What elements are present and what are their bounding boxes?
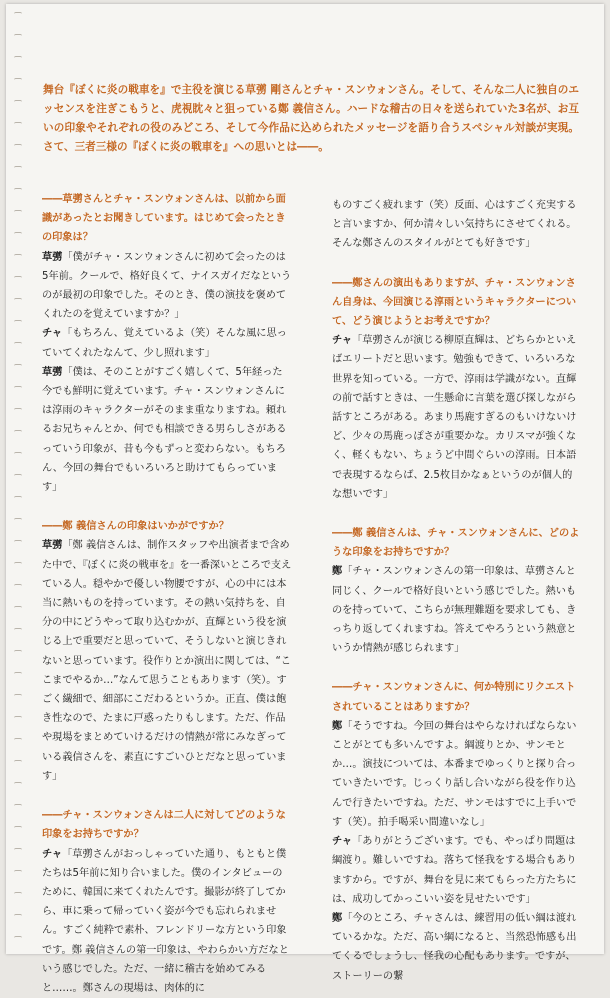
paragraph-gap	[332, 254, 582, 274]
spiral-ring	[14, 606, 22, 610]
interview-answer	[42, 845, 292, 998]
intro-lead: 舞台『ぼくに炎の戦車を』で主役を演じる草彅 剛さんとチャ・スンウォンさん。そして、そんな二人に独自のエッセンスを注ぎこもうと、虎視眈々と狙っている鄭 義信さん。ハードな稽古の日々を送られていた3名が、お互いの印象やそれぞれの役のみどころ、そして今作品に込められたメッセージを語り合うスペシャル対談が実現。さて、三者三様の『ぼくに炎の戦車を』への思いとは――。	[43, 81, 579, 157]
answer-text: 「今のところ、チャさんは、練習用の低い綱は渡れているかな。ただ、高い綱になると、当然恐怖感も出てくるでしょうし、怪我の心配もあります。ですが、ストーリーの繋	[332, 913, 577, 982]
speaker-name: チャ	[332, 335, 352, 346]
question-text: ――チャ・スンウォンさんに、何か特別にリクエストされていることはありますか？	[332, 682, 575, 712]
interview-question	[42, 190, 292, 248]
question-text: ――鄭 義信さんは、チャ・スンウォンさんに、どのような印象をお持ちですか？	[332, 528, 579, 558]
spiral-ring	[14, 188, 22, 192]
spiral-ring	[14, 650, 22, 654]
speaker-name: 草彅	[42, 367, 62, 378]
answer-text: 「チャ・スンウォンさんの第一印象は、草彅さんと同じく、クールで格好良いという感じでした。熱いものを持っていて、こちらが無理難題を要求しても、きっちり返してくれますね。答えてやろうという熱意というか情熱が感じられます」	[332, 566, 577, 654]
spiral-ring	[14, 892, 22, 896]
speaker-name: 鄭	[332, 566, 342, 577]
interview-answer	[332, 196, 582, 254]
spiral-ring	[14, 540, 22, 544]
interview-answer	[42, 363, 292, 497]
answer-text: 「もちろん、覚えているよ（笑）そんな風に思っていてくれたなんて、少し照れます」	[42, 328, 287, 358]
spiral-ring	[14, 848, 22, 852]
spiral-ring	[14, 936, 22, 940]
spiral-ring	[14, 584, 22, 588]
spiral-ring	[14, 782, 22, 786]
spiral-ring	[14, 276, 22, 280]
answer-text: 「草彅さんが演じる柳原直輝は、どちらかといえばエリートだと思います。勉強もできて、いろいろな世界を知っている。一方で、淳雨は学識がない。直輝の前で話すときは、一生懸命に言葉を選び探しながら話すところがある。あまり馬鹿すぎるのもいけないけど、少々の馬鹿っぽさが重要かな。カリスマが強くなく、軽くもない、ちょうど中間ぐらいの淳雨。日本語で表現するならば、2.5枚目かなぁというのが個人的な想いです」	[332, 335, 577, 500]
interview-answer	[42, 324, 292, 362]
spiral-ring	[14, 100, 22, 104]
spiral-ring	[14, 496, 22, 500]
spiral-ring	[14, 914, 22, 918]
interview-question	[332, 524, 582, 562]
answer-text: 「鄭 義信さんは、制作スタッフや出演者まで含めた中で、『ぼくに炎の戦車を』を一番深いところで支えている人。穏やかで優しい物腰ですが、心の中には本当に熱いものを持っています。その熱い気持ちを、自分の中にどうやって取り込むかが、直輝という役を演じる上で重要だと思っていて、そうしないと演じきれないと思っています。役作りとか演出に関しては、“ここまでやるか…”なんて思うこともあります（笑）。すごく繊細で、細部にこだわるというか。正直、僕は飽き性なので、たまに戸惑ったりもします。ただ、作品や現場をまとめていけるだけの情熱が常にみなぎっている義信さんを、素直にすごいひとだなと思っています」	[42, 540, 291, 781]
interview-question	[332, 678, 582, 716]
spiral-ring	[14, 166, 22, 170]
spiral-ring	[14, 34, 22, 38]
spiral-ring	[14, 210, 22, 214]
question-text: ――鄭 義信さんの印象はいかがですか？	[42, 521, 229, 532]
question-text: ――チャ・スンウォンさんは二人に対してどのような印象をお持ちですか？	[42, 810, 286, 840]
speaker-name: チャ	[42, 849, 62, 860]
spiral-ring	[14, 122, 22, 126]
spiral-ring	[14, 738, 22, 742]
magazine-page	[6, 4, 604, 954]
spiral-ring	[14, 144, 22, 148]
paragraph-gap	[332, 658, 582, 678]
spiral-ring	[14, 430, 22, 434]
paragraph-gap	[42, 497, 292, 517]
spiral-ring	[14, 298, 22, 302]
spiral-ring	[14, 452, 22, 456]
question-text: ――草彅さんとチャ・スンウォンさんは、以前から面識があったとお聞きしています。はじめて会ったときの印象は？	[42, 194, 286, 243]
spiral-ring	[14, 694, 22, 698]
answer-text: ものすごく疲れます（笑）反面、心はすごく充実すると言いますか、何か清々しい気持ちにさせてくれる。そんな鄭さんのスタイルがとても好きです」	[332, 200, 577, 249]
answer-text: 「僕は、そのことがすごく嬉しくて、5年経った今でも鮮明に覚えています。チャ・スンウォンさんには淳雨のキャラクターがそのまま重なりますね。頼れるお兄ちゃんとか、何でも相談できる男らしさがあるっていう印象が、昔も今もずっと変わらない。もちろん、今回の舞台でもいろいろと助けてもらっています」	[42, 367, 287, 493]
interview-question	[42, 806, 292, 844]
answer-text: 「草彅さんがおっしゃっていた通り、もともと僕たちは5年前に知り合いました。僕のインタビューのために、韓国に来てくれたんです。撮影が終了してから、車に乗って帰っていく姿が今でも忘れられません。すごく純粋で素朴、フレンドリーな方という印象です。鄭 義信さんの第一印象は、やわらかい方だなという感じでした。ただ、一緒に稽古を始めてみると……。鄭さんの現場は、肉体的に	[42, 849, 289, 994]
interview-question	[42, 517, 292, 536]
answer-text: 「そうですね。今回の舞台はやらなければならないことがとても多いんですよ。綱渡りとか、サンモとか…。演技については、本番までゆっくりと探り合っていきたいです。じっくり話し合いながら役を作り込んで行きたいですね。ただ、サンモはすでに上手いです（笑）。拍手喝采い間違いなし」	[332, 721, 577, 828]
spiral-ring	[14, 408, 22, 412]
interview-answer	[332, 562, 582, 658]
paragraph-gap	[42, 786, 292, 806]
paragraph-gap	[332, 504, 582, 524]
binding-spiral	[12, 4, 26, 954]
spiral-ring	[14, 320, 22, 324]
answer-text: 「ありがとうございます。でも、やっぱり問題は綱渡り。難しいですね。落ちて怪我をする場合もありますから。ですが、舞台を見に来てもらった方たちには、成功してかっこいい姿を見せたいです」	[332, 836, 577, 905]
left-column	[42, 190, 292, 998]
question-text: ――鄭さんの演出もありますが、チャ・スンウォンさん自身は、今回演じる淳雨というキャラクターについて、どう演じようとお考えですか？	[332, 278, 576, 327]
spiral-ring	[14, 628, 22, 632]
interview-answer	[332, 331, 582, 504]
spiral-ring	[14, 474, 22, 478]
spiral-ring	[14, 364, 22, 368]
spiral-ring	[14, 342, 22, 346]
interview-answer	[332, 909, 582, 986]
answer-text: 「僕がチャ・スンウォンさんに初めて会ったのは5年前。クールで、格好良くて、ナイスガイだなというのが最初の印象でした。そのとき、僕の演技を褒めてくれたのを覚えていますか？」	[42, 252, 291, 321]
spiral-ring	[14, 804, 22, 808]
speaker-name: チャ	[42, 328, 62, 339]
speaker-name: 鄭	[332, 913, 342, 924]
spiral-ring	[14, 826, 22, 830]
interview-answer	[42, 248, 292, 325]
spiral-ring	[14, 232, 22, 236]
spiral-ring	[14, 56, 22, 60]
spiral-ring	[14, 518, 22, 522]
interview-question	[332, 274, 582, 332]
spiral-ring	[14, 672, 22, 676]
right-column	[332, 196, 582, 986]
spiral-ring	[14, 562, 22, 566]
spiral-ring	[14, 254, 22, 258]
speaker-name: 鄭	[332, 721, 342, 732]
spiral-ring	[14, 12, 22, 16]
spiral-ring	[14, 760, 22, 764]
spiral-ring	[14, 78, 22, 82]
speaker-name: チャ	[332, 836, 352, 847]
spiral-ring	[14, 870, 22, 874]
spiral-ring	[14, 386, 22, 390]
speaker-name: 草彅	[42, 252, 62, 263]
interview-answer	[42, 536, 292, 786]
interview-answer	[332, 832, 582, 909]
spiral-ring	[14, 716, 22, 720]
speaker-name: 草彅	[42, 540, 62, 551]
interview-answer	[332, 717, 582, 832]
